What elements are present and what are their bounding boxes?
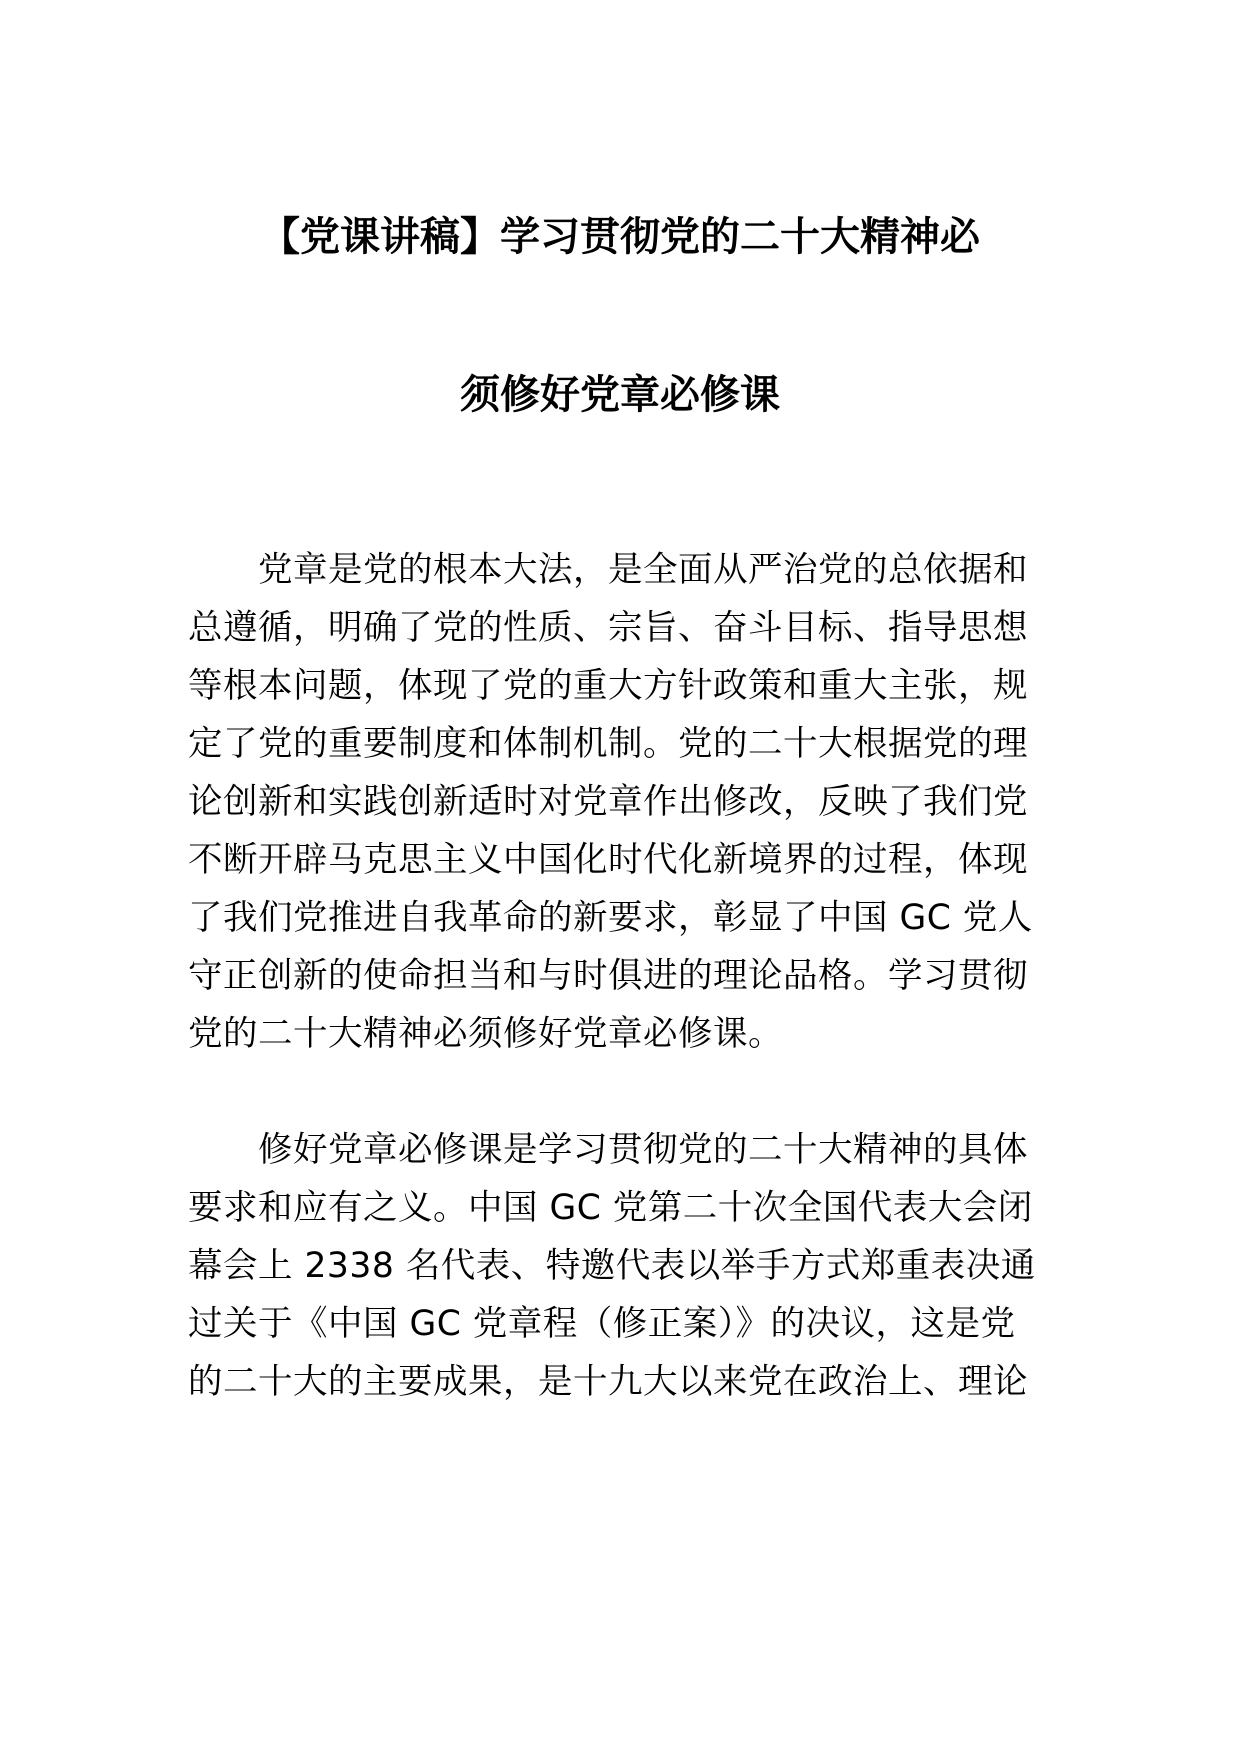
paragraph-1-line: 党的二十大精神必须修好党章必修课。 [188,1014,783,1054]
paragraph-1-line: 了我们党推进自我革命的新要求，彰显了中国 GC 党人 [188,898,1033,938]
paragraph-1-line: 定了党的重要制度和体制机制。党的二十大根据党的理 [188,724,1028,764]
paragraph-1-line: 守正创新的使命担当和与时俱进的理论品格。学习贯彻 [188,956,1028,996]
paragraph-1-line: 总遵循，明确了党的性质、宗旨、奋斗目标、指导思想 [188,608,1028,648]
document-title-line-2: 须修好党章必修课 [460,372,780,418]
paragraph-2-line: 修好党章必修课是学习贯彻党的二十大精神的具体 [258,1130,1028,1170]
document-title-line-1: 【党课讲稿】学习贯彻党的二十大精神必 [260,214,980,260]
paragraph-2-line: 过关于《中国 GC 党章程（修正案）》的决议，这是党 [188,1304,1016,1344]
paragraph-2-line: 幕会上 2338 名代表、特邀代表以举手方式郑重表决通 [188,1246,1036,1286]
paragraph-1-line: 论创新和实践创新适时对党章作出修改，反映了我们党 [188,782,1028,822]
paragraph-2-line: 的二十大的主要成果，是十九大以来党在政治上、理论 [188,1362,1028,1402]
paragraph-2-line: 要求和应有之义。中国 GC 党第二十次全国代表大会闭 [188,1188,1033,1228]
paragraph-1-line: 不断开辟马克思主义中国化时代化新境界的过程，体现 [188,840,1028,880]
paragraph-1-line: 等根本问题，体现了党的重大方针政策和重大主张，规 [188,666,1028,706]
paragraph-1-line: 党章是党的根本大法，是全面从严治党的总依据和 [258,550,1028,590]
